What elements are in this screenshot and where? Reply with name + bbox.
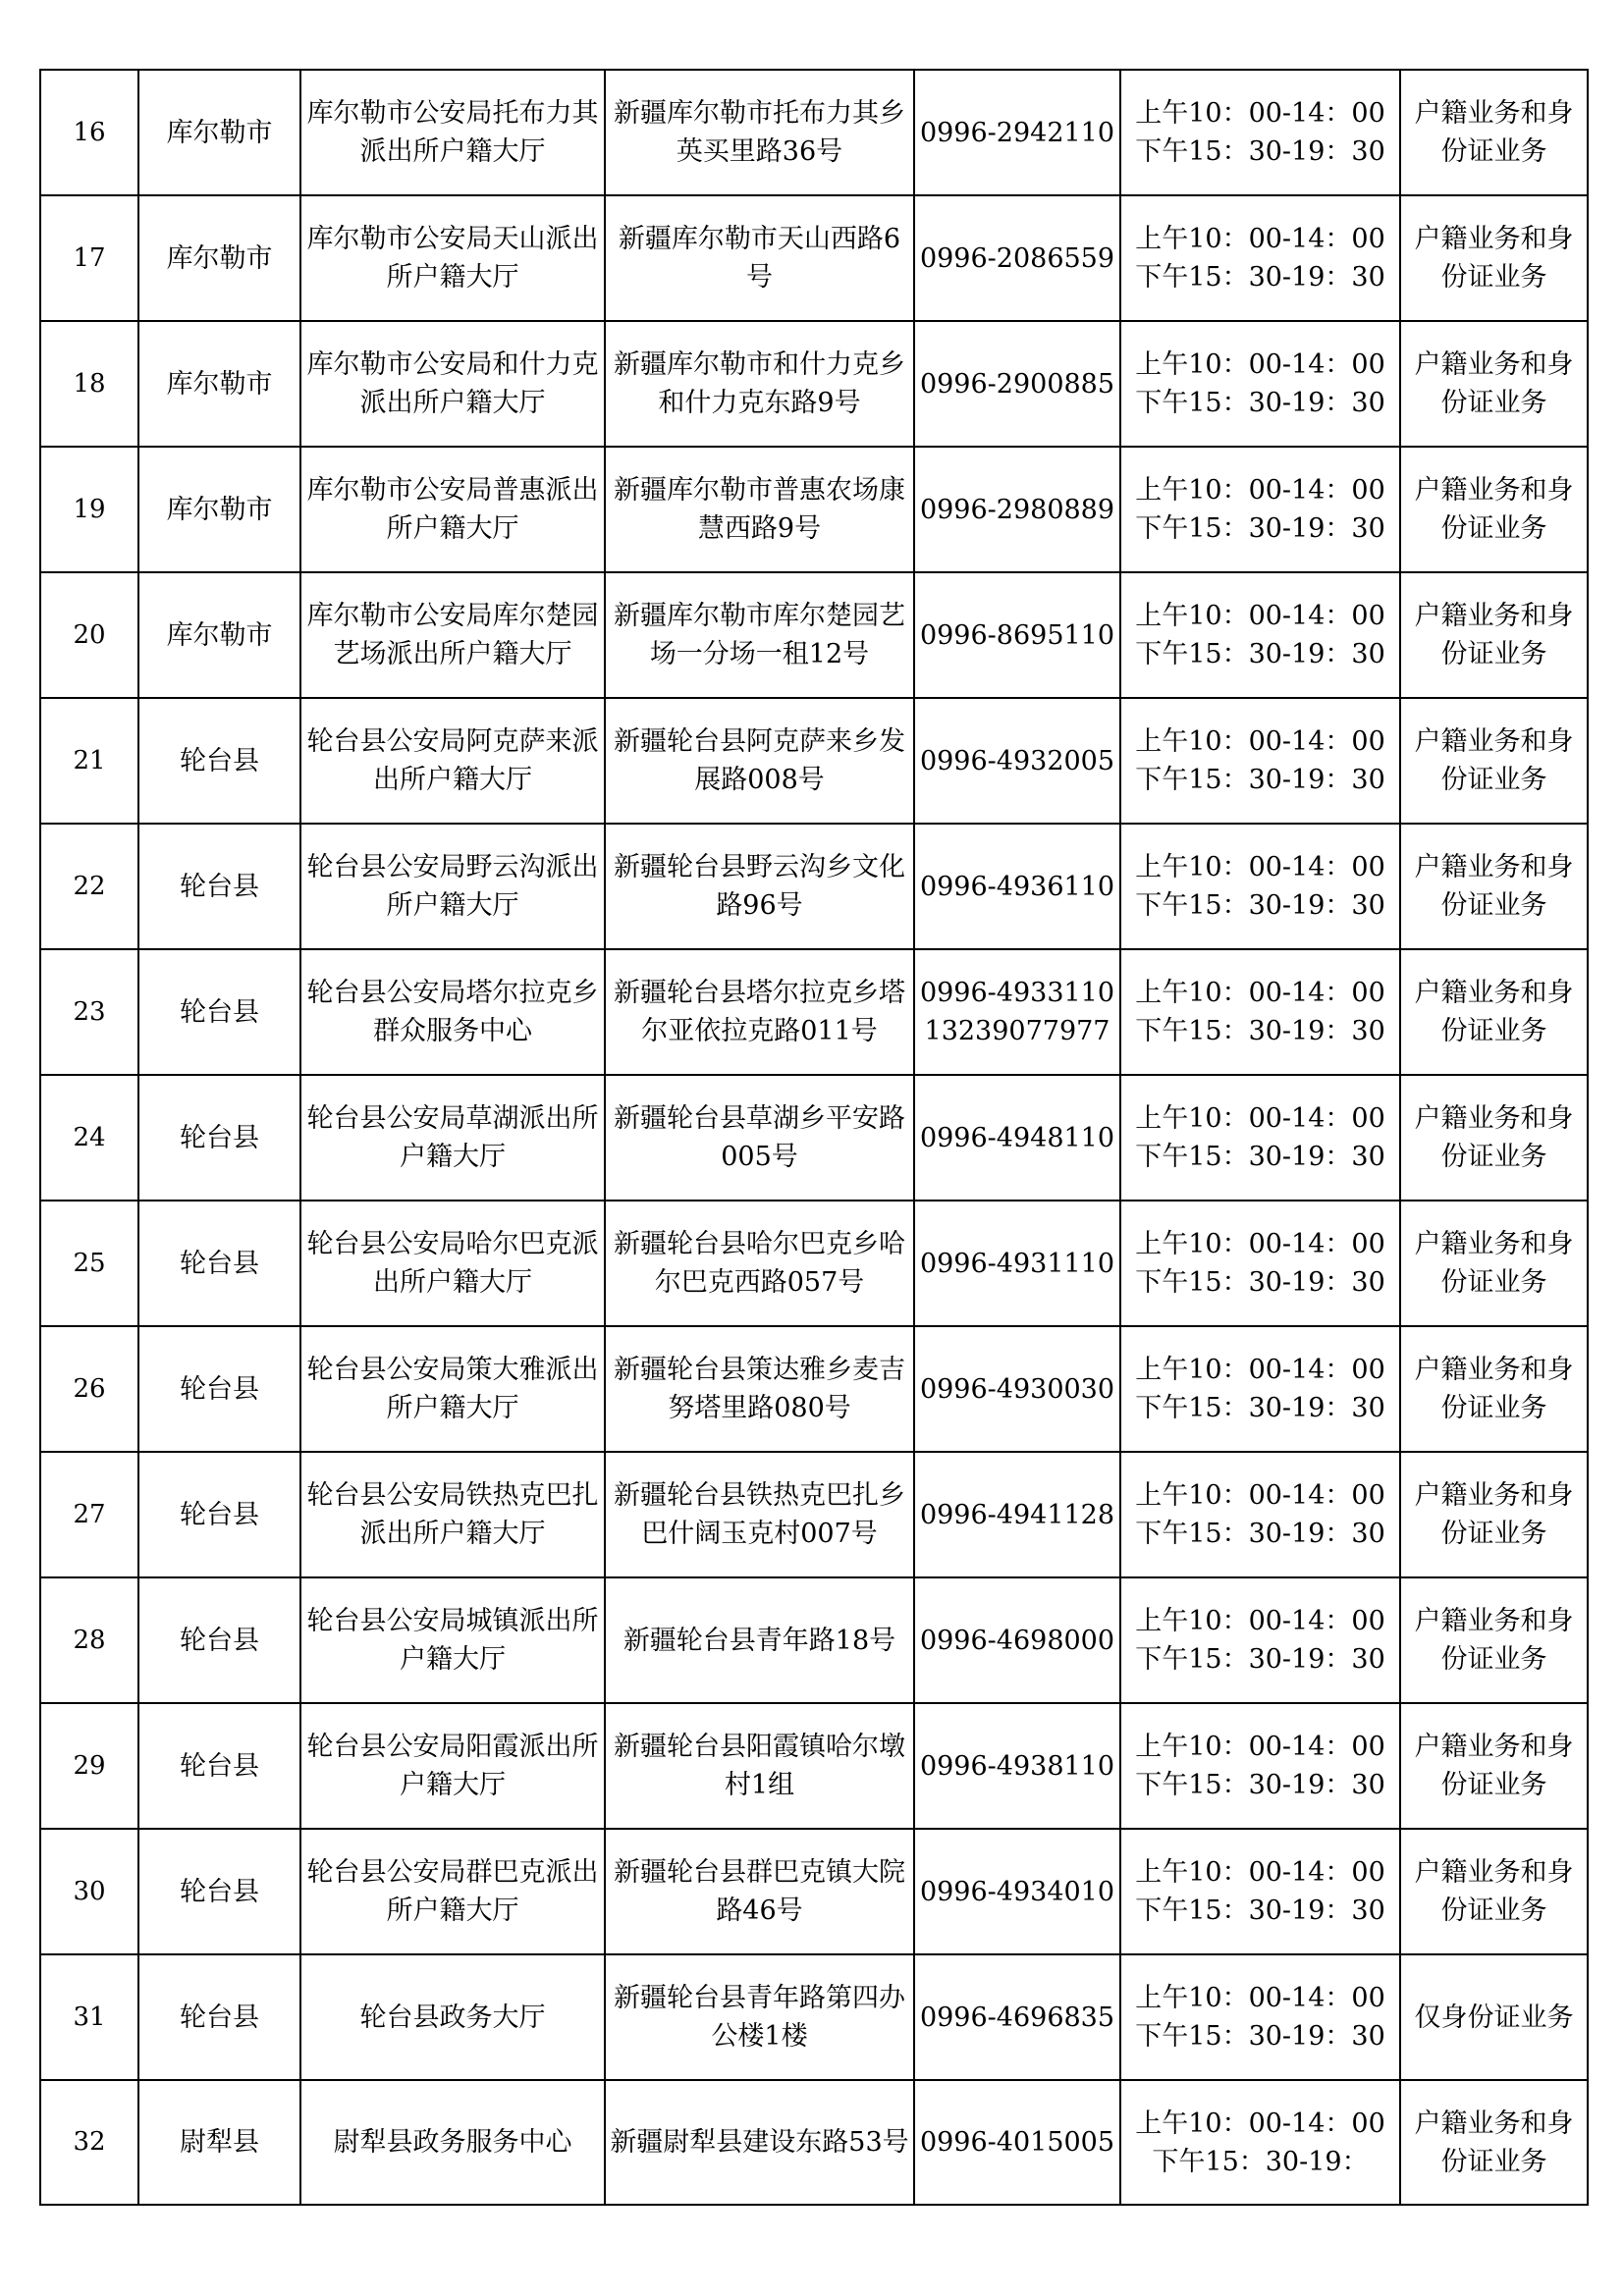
phone-cell — [914, 1452, 1120, 1577]
service-type-cell: 户籍业务和身份证业务 — [1400, 824, 1588, 949]
hours-cell — [1120, 70, 1400, 195]
hall-name-cell: 轮台县公安局铁热克巴扎派出所户籍大厅 — [300, 1452, 605, 1577]
address-cell: 新疆库尔勒市普惠农场康慧西路9号 — [605, 447, 914, 572]
area-cell: 库尔勒市 — [138, 195, 300, 321]
address-cell: 新疆轮台县阿克萨来乡发展路008号 — [605, 698, 914, 824]
hours-morning: 上午10：00-14：00 — [1135, 726, 1385, 757]
hall-name-cell: 轮台县公安局哈尔巴克派出所户籍大厅 — [300, 1201, 605, 1326]
row-number: 18 — [40, 321, 138, 447]
service-type-cell: 户籍业务和身份证业务 — [1400, 1201, 1588, 1326]
table-row — [40, 698, 1588, 824]
hours-afternoon: 下午15：30-19：30 — [1135, 513, 1385, 544]
table-row — [40, 1954, 1588, 2080]
hours-afternoon: 下午15：30-19：30 — [1135, 1770, 1385, 1800]
hours-cell — [1120, 1201, 1400, 1326]
hours-cell — [1120, 698, 1400, 824]
address-cell: 新疆轮台县哈尔巴克乡哈尔巴克西路057号 — [605, 1201, 914, 1326]
hours-afternoon: 下午15：30-19：30 — [1135, 1393, 1385, 1423]
phone-number: 0996-4696835 — [919, 2002, 1115, 2033]
hours-morning: 上午10：00-14：00 — [1135, 98, 1385, 129]
hall-name-cell: 轮台县公安局城镇派出所户籍大厅 — [300, 1577, 605, 1703]
table-row — [40, 70, 1588, 195]
hours-morning: 上午10：00-14：00 — [1135, 349, 1385, 380]
area-cell: 轮台县 — [138, 698, 300, 824]
hall-name-cell: 库尔勒市公安局普惠派出所户籍大厅 — [300, 447, 605, 572]
phone-cell — [914, 1954, 1120, 2080]
area-cell: 轮台县 — [138, 1201, 300, 1326]
hours-cell — [1120, 824, 1400, 949]
hours-afternoon: 下午15：30-19：30 — [1135, 765, 1385, 795]
hours-morning: 上午10：00-14：00 — [1135, 1606, 1385, 1636]
hall-name-cell: 库尔勒市公安局托布力其派出所户籍大厅 — [300, 70, 605, 195]
hours-cell — [1120, 1577, 1400, 1703]
phone-number: 0996-4941128 — [919, 1499, 1115, 1530]
row-number: 32 — [40, 2080, 138, 2205]
hall-name-cell: 轮台县公安局策大雅派出所户籍大厅 — [300, 1326, 605, 1452]
phone-number: 0996-4930030 — [919, 1373, 1115, 1405]
hours-afternoon: 下午15：30-19：30 — [1135, 1644, 1385, 1675]
phone-cell — [914, 70, 1120, 195]
hours-cell — [1120, 1829, 1400, 1954]
row-number: 22 — [40, 824, 138, 949]
phone-cell — [914, 2080, 1120, 2205]
hours-afternoon: 下午15：30-19： — [1152, 2146, 1369, 2177]
phone-cell — [914, 824, 1120, 949]
area-cell: 库尔勒市 — [138, 447, 300, 572]
service-type-cell: 户籍业务和身份证业务 — [1400, 572, 1588, 698]
hours-afternoon: 下午15：30-19：30 — [1135, 2021, 1385, 2052]
hours-afternoon: 下午15：30-19：30 — [1135, 1519, 1385, 1549]
hall-name-cell: 尉犁县政务服务中心 — [300, 2080, 605, 2205]
phone-cell — [914, 1829, 1120, 1954]
hours-afternoon: 下午15：30-19：30 — [1135, 1896, 1385, 1926]
table-row — [40, 1829, 1588, 1954]
row-number: 16 — [40, 70, 138, 195]
area-cell: 轮台县 — [138, 1703, 300, 1829]
hours-morning: 上午10：00-14：00 — [1135, 475, 1385, 506]
hall-name-cell: 轮台县政务大厅 — [300, 1954, 605, 2080]
phone-number: 0996-4931110 — [919, 1248, 1115, 1279]
hours-cell — [1120, 949, 1400, 1075]
phone-cell — [914, 1201, 1120, 1326]
address-cell: 新疆轮台县铁热克巴扎乡巴什阔玉克村007号 — [605, 1452, 914, 1577]
service-type-cell: 户籍业务和身份证业务 — [1400, 1326, 1588, 1452]
hours-cell — [1120, 1326, 1400, 1452]
hall-name-cell: 库尔勒市公安局天山派出所户籍大厅 — [300, 195, 605, 321]
hours-cell — [1120, 1452, 1400, 1577]
row-number: 30 — [40, 1829, 138, 1954]
document-page — [39, 69, 1589, 2206]
phone-cell — [914, 949, 1120, 1075]
phone-number: 0996-2086559 — [919, 242, 1115, 274]
hours-cell — [1120, 195, 1400, 321]
table-row — [40, 447, 1588, 572]
hours-cell — [1120, 447, 1400, 572]
table-row — [40, 2080, 1588, 2205]
row-number: 21 — [40, 698, 138, 824]
hours-morning: 上午10：00-14：00 — [1135, 1355, 1385, 1385]
hall-name-cell: 轮台县公安局塔尔拉克乡群众服务中心 — [300, 949, 605, 1075]
phone-number: 0996-4934010 — [919, 1876, 1115, 1907]
hours-afternoon: 下午15：30-19：30 — [1135, 1267, 1385, 1298]
address-cell: 新疆库尔勒市库尔楚园艺场一分场一租12号 — [605, 572, 914, 698]
table-body — [40, 70, 1588, 2205]
address-cell: 新疆库尔勒市托布力其乡英买里路36号 — [605, 70, 914, 195]
phone-number: 0996-2900885 — [919, 368, 1115, 400]
service-type-cell: 户籍业务和身份证业务 — [1400, 70, 1588, 195]
service-type-cell: 户籍业务和身份证业务 — [1400, 447, 1588, 572]
phone-number: 0996-4948110 — [919, 1122, 1115, 1153]
service-type-cell: 户籍业务和身份证业务 — [1400, 1075, 1588, 1201]
phone-number: 0996-2942110 — [919, 117, 1115, 148]
hours-morning: 上午10：00-14：00 — [1135, 1103, 1385, 1134]
hall-name-cell: 轮台县公安局草湖派出所户籍大厅 — [300, 1075, 605, 1201]
phone-cell — [914, 572, 1120, 698]
service-type-cell: 户籍业务和身份证业务 — [1400, 2080, 1588, 2205]
row-number: 20 — [40, 572, 138, 698]
phone-cell — [914, 1703, 1120, 1829]
row-number: 29 — [40, 1703, 138, 1829]
address-cell: 新疆轮台县野云沟乡文化路96号 — [605, 824, 914, 949]
service-type-cell: 户籍业务和身份证业务 — [1400, 949, 1588, 1075]
area-cell: 轮台县 — [138, 824, 300, 949]
address-cell: 新疆尉犁县建设东路53号 — [605, 2080, 914, 2205]
table-row — [40, 321, 1588, 447]
area-cell: 尉犁县 — [138, 2080, 300, 2205]
row-number: 23 — [40, 949, 138, 1075]
table-row — [40, 1703, 1588, 1829]
service-type-cell: 户籍业务和身份证业务 — [1400, 698, 1588, 824]
hall-name-cell: 库尔勒市公安局库尔楚园艺场派出所户籍大厅 — [300, 572, 605, 698]
row-number: 26 — [40, 1326, 138, 1452]
service-type-cell: 户籍业务和身份证业务 — [1400, 1703, 1588, 1829]
service-type-cell: 户籍业务和身份证业务 — [1400, 1829, 1588, 1954]
hours-morning: 上午10：00-14：00 — [1135, 1480, 1385, 1511]
hall-name-cell: 轮台县公安局阿克萨来派出所户籍大厅 — [300, 698, 605, 824]
hours-afternoon: 下午15：30-19：30 — [1135, 136, 1385, 167]
area-cell: 库尔勒市 — [138, 572, 300, 698]
phone-cell — [914, 698, 1120, 824]
phone-number: 0996-2980889 — [919, 494, 1115, 525]
area-cell: 库尔勒市 — [138, 321, 300, 447]
phone-number: 0996-4932005 — [919, 745, 1115, 776]
hours-morning: 上午10：00-14：00 — [1135, 1983, 1385, 2013]
hours-morning: 上午10：00-14：00 — [1135, 978, 1385, 1008]
row-number: 19 — [40, 447, 138, 572]
hours-cell — [1120, 1075, 1400, 1201]
hours-cell — [1120, 2080, 1400, 2205]
row-number: 25 — [40, 1201, 138, 1326]
area-cell: 轮台县 — [138, 1075, 300, 1201]
service-type-cell: 仅身份证业务 — [1400, 1954, 1588, 2080]
hours-morning: 上午10：00-14：00 — [1135, 2108, 1385, 2139]
phone-number: 0996-8695110 — [919, 619, 1115, 651]
phone-cell — [914, 1326, 1120, 1452]
phone-cell — [914, 321, 1120, 447]
hall-name-cell: 库尔勒市公安局和什力克派出所户籍大厅 — [300, 321, 605, 447]
address-cell: 新疆轮台县策达雅乡麦吉努塔里路080号 — [605, 1326, 914, 1452]
table-row — [40, 1201, 1588, 1326]
phone-number: 13239077977 — [924, 1016, 1110, 1046]
row-number: 17 — [40, 195, 138, 321]
table-row — [40, 195, 1588, 321]
table-row — [40, 1326, 1588, 1452]
service-type-cell: 户籍业务和身份证业务 — [1400, 321, 1588, 447]
table-row — [40, 824, 1588, 949]
service-hall-table — [39, 69, 1589, 2206]
table-row — [40, 1452, 1588, 1577]
address-cell: 新疆轮台县塔尔拉克乡塔尔亚依拉克路011号 — [605, 949, 914, 1075]
phone-number: 0996-4936110 — [919, 871, 1115, 902]
service-type-cell: 户籍业务和身份证业务 — [1400, 1452, 1588, 1577]
row-number: 27 — [40, 1452, 138, 1577]
table-row — [40, 572, 1588, 698]
row-number: 31 — [40, 1954, 138, 2080]
hall-name-cell: 轮台县公安局阳霞派出所户籍大厅 — [300, 1703, 605, 1829]
area-cell: 轮台县 — [138, 1452, 300, 1577]
hours-afternoon: 下午15：30-19：30 — [1135, 1142, 1385, 1172]
hours-afternoon: 下午15：30-19：30 — [1135, 639, 1385, 669]
address-cell: 新疆轮台县群巴克镇大院路46号 — [605, 1829, 914, 1954]
hall-name-cell: 轮台县公安局群巴克派出所户籍大厅 — [300, 1829, 605, 1954]
hours-afternoon: 下午15：30-19：30 — [1135, 388, 1385, 418]
phone-cell — [914, 1577, 1120, 1703]
address-cell: 新疆库尔勒市和什力克乡和什力克东路9号 — [605, 321, 914, 447]
hours-morning: 上午10：00-14：00 — [1135, 1732, 1385, 1762]
area-cell: 轮台县 — [138, 1829, 300, 1954]
hours-cell — [1120, 572, 1400, 698]
address-cell: 新疆库尔勒市天山西路6号 — [605, 195, 914, 321]
phone-cell — [914, 1075, 1120, 1201]
address-cell: 新疆轮台县草湖乡平安路005号 — [605, 1075, 914, 1201]
service-type-cell: 户籍业务和身份证业务 — [1400, 1577, 1588, 1703]
service-type-cell: 户籍业务和身份证业务 — [1400, 195, 1588, 321]
address-cell: 新疆轮台县阳霞镇哈尔墩村1组 — [605, 1703, 914, 1829]
address-cell: 新疆轮台县青年路第四办公楼1楼 — [605, 1954, 914, 2080]
table-row — [40, 949, 1588, 1075]
area-cell: 轮台县 — [138, 949, 300, 1075]
hall-name-cell: 轮台县公安局野云沟派出所户籍大厅 — [300, 824, 605, 949]
hours-afternoon: 下午15：30-19：30 — [1135, 1016, 1385, 1046]
table-row — [40, 1075, 1588, 1201]
phone-cell — [914, 195, 1120, 321]
area-cell: 轮台县 — [138, 1954, 300, 2080]
hours-morning: 上午10：00-14：00 — [1135, 1229, 1385, 1259]
hours-cell — [1120, 1954, 1400, 2080]
row-number: 24 — [40, 1075, 138, 1201]
phone-cell — [914, 447, 1120, 572]
hours-cell — [1120, 321, 1400, 447]
hours-morning: 上午10：00-14：00 — [1135, 1857, 1385, 1888]
phone-number: 0996-4015005 — [919, 2127, 1115, 2158]
hours-morning: 上午10：00-14：00 — [1135, 224, 1385, 254]
hours-afternoon: 下午15：30-19：30 — [1135, 890, 1385, 921]
hours-afternoon: 下午15：30-19：30 — [1135, 262, 1385, 293]
row-number: 28 — [40, 1577, 138, 1703]
phone-number: 0996-4698000 — [919, 1625, 1115, 1656]
phone-number: 0996-4933110 — [919, 978, 1115, 1008]
hours-cell — [1120, 1703, 1400, 1829]
hours-morning: 上午10：00-14：00 — [1135, 852, 1385, 882]
area-cell: 轮台县 — [138, 1326, 300, 1452]
area-cell: 库尔勒市 — [138, 70, 300, 195]
hours-morning: 上午10：00-14：00 — [1135, 601, 1385, 631]
phone-number: 0996-4938110 — [919, 1750, 1115, 1782]
address-cell: 新疆轮台县青年路18号 — [605, 1577, 914, 1703]
area-cell: 轮台县 — [138, 1577, 300, 1703]
table-row — [40, 1577, 1588, 1703]
